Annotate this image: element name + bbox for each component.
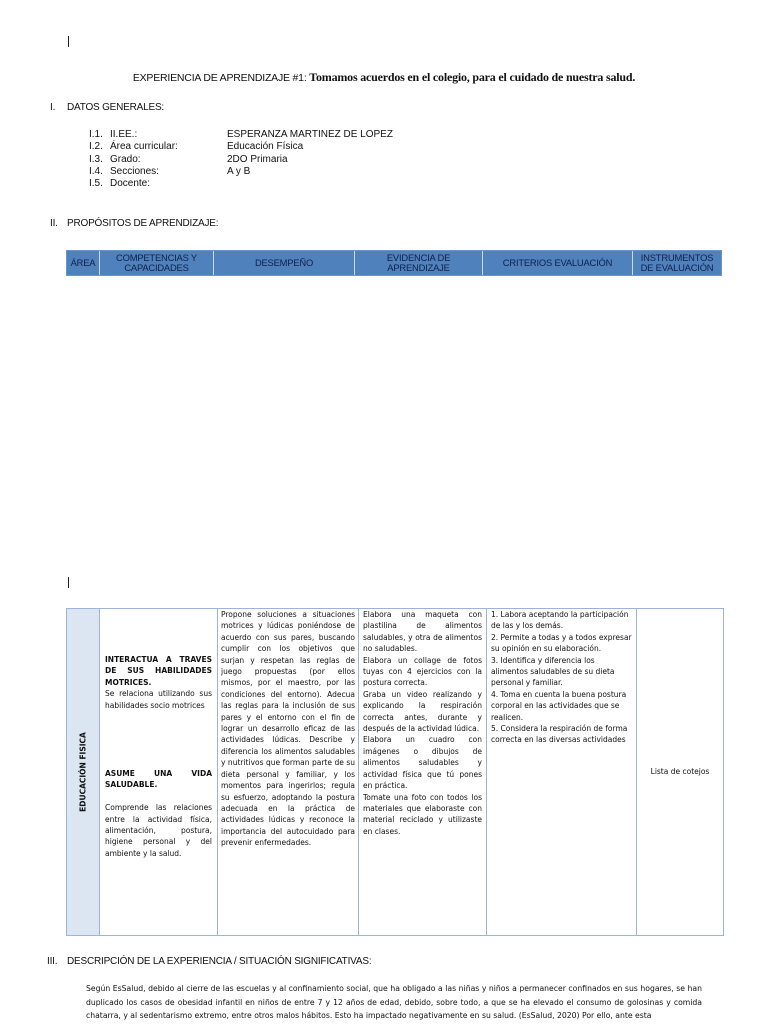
competencia-2-title: ASUME UNA VIDA SALUDABLE.	[105, 769, 212, 790]
header-criterios: CRITERIOS EVALUACIÓN	[483, 251, 633, 275]
text-cursor	[68, 36, 69, 47]
datos-key: I.1.	[89, 129, 103, 140]
evidencia-1: Elabora una maqueta con plastilina de alimentos saludables, y otra de alimentos no saludables.	[363, 610, 482, 654]
cell-criterios	[487, 609, 637, 935]
propositos-table-row	[66, 608, 724, 936]
desempeno-text: Propone soluciones a situaciones motrices y lúdicas poniéndose de acuerdo con sus pares, buscando cumplir con los objetivos que surjan y respetan las reglas de juego propuestas (por ellos mismos, por el maestro, por las condiciones del entorno). Adecua las reglas para la inclusión de sus pares y el entorno con el fin de lograr un desarrollo eficaz de las actividades lúdicas. Describe y diferencia los alimentos saludables y nutritivos que forman parte de su dieta personal y familiar, y los momentos para ingerirlos; regula su esfuerzo, adoptando la postura adecuada en la práctica de actividades lúdicas y reconoce la importancia del autocuidado para prevenir enfermedades.	[221, 610, 355, 848]
datos-key: I.4.	[89, 165, 103, 177]
cell-area	[67, 609, 100, 935]
datos-value: ESPERANZA MARTINEZ DE LOPEZ	[227, 129, 393, 140]
evidencia-2: Elabora un collage de fotos tuyas con 4 ejercicios con la postura correcta.	[363, 655, 482, 688]
area-label: EDUCACIÓN FISICA	[78, 732, 88, 812]
page-title	[0, 70, 768, 85]
datos-label: Secciones:	[110, 165, 159, 177]
header-evidencia: EVIDENCIA DE APRENDIZAJE	[355, 251, 483, 275]
instrumento-label: Lista de cotejos	[650, 767, 710, 777]
header-desempeno: DESEMPEÑO	[214, 251, 355, 275]
criterio-2: 2. Permite a todas y a todos expresar su opinión en su elaboración.	[491, 632, 632, 654]
criterio-3: 3. Identifica y diferencia los alimentos saludables de su dieta personal y familiar.	[491, 655, 615, 688]
header-competencias: COMPETENCIAS Y CAPACIDADES	[100, 251, 214, 275]
section-heading: DATOS GENERALES:	[67, 102, 165, 113]
datos-value: Educación Física	[227, 141, 304, 153]
competencia-1-text: Se relaciona utilizando sus habilidades socio motrices	[105, 689, 212, 710]
cell-desempeno	[218, 609, 359, 935]
table-header	[66, 250, 722, 276]
section-heading: DESCRIPCIÓN DE LA EXPERIENCIA / SITUACIÓN SIGNIFICATIVAS:	[67, 956, 372, 967]
datos-value: 2DO Primaria	[227, 153, 288, 165]
evidencia-5: Tomate una foto con todos los materiales que elaboraste con material reciclado y utilizaste en clases.	[363, 792, 482, 836]
datos-label: Grado:	[110, 153, 141, 165]
datos-value: A y B	[227, 165, 251, 177]
datos-label: II.EE.:	[110, 129, 138, 140]
competencia-1-title: INTERACTUA A TRAVES DE SUS HABILIDADES MOTRICES.	[105, 655, 212, 687]
criterio-1: 1. Labora aceptando la participación de las y los demás.	[491, 610, 629, 631]
title-name: Tomamos acuerdos en el colegio, para el cuidado de nuestra salud.	[309, 70, 636, 84]
text-cursor	[68, 577, 69, 588]
datos-label: Docente:	[110, 178, 151, 190]
competencia-2-text: Comprende las relaciones entre la actividad física, alimentación, postura, higiene personal y del ambiente y la salud.	[105, 803, 212, 858]
cell-competencias	[100, 609, 218, 935]
cell-instrumentos	[637, 609, 723, 935]
criterio-4: 4. Toma en cuenta la buena postura corporal en las actividades que se realicen.	[491, 689, 627, 722]
datos-key: I.3.	[89, 153, 103, 165]
section-number: III.	[47, 956, 58, 967]
header-area: ÁREA	[67, 251, 100, 275]
evidencia-4: Elabora un cuadro con imágenes o dibujos de alimentos saludables y actividad física que tú pones en práctica.	[363, 735, 482, 791]
datos-label: Área curricular:	[110, 141, 178, 153]
header-instrumentos: INSTRUMENTOS DE EVALUACIÓN	[640, 252, 714, 273]
criterio-5: 5. Considera la respiración de forma correcta en las diversas actividades	[491, 724, 628, 745]
evidencia-3: Graba un video realizando y explicando la respiración correcta antes, durante y después de la actividad lúdica.	[363, 689, 482, 734]
datos-key: I.2.	[89, 141, 103, 153]
section-heading: PROPÓSITOS DE APRENDIZAJE:	[67, 218, 219, 229]
cell-evidencia	[359, 609, 487, 935]
section-number: II.	[50, 218, 58, 229]
section-number: I.	[50, 102, 56, 113]
datos-key: I.5.	[89, 178, 103, 190]
title-prefix: EXPERIENCIA DE APRENDIZAJE #1:	[132, 72, 310, 84]
description-paragraph: Según EsSalud, debido al cierre de las escuelas y al confinamiento social, que ha obligado a las niñas y niños a permanecer confinados en sus hogares, se han duplicado los casos de obesidad infantil en niños de entre 7 y 12 años de edad, debido, sobre todo, a que se ha elevado el consumo de golosinas y comida chatarra, y al sedentarismo extremo, entre otros malos hábitos. Esto ha impactado negativamente en su salud. (EsSalud, 2020) Por ello, ante esta	[86, 984, 702, 1020]
